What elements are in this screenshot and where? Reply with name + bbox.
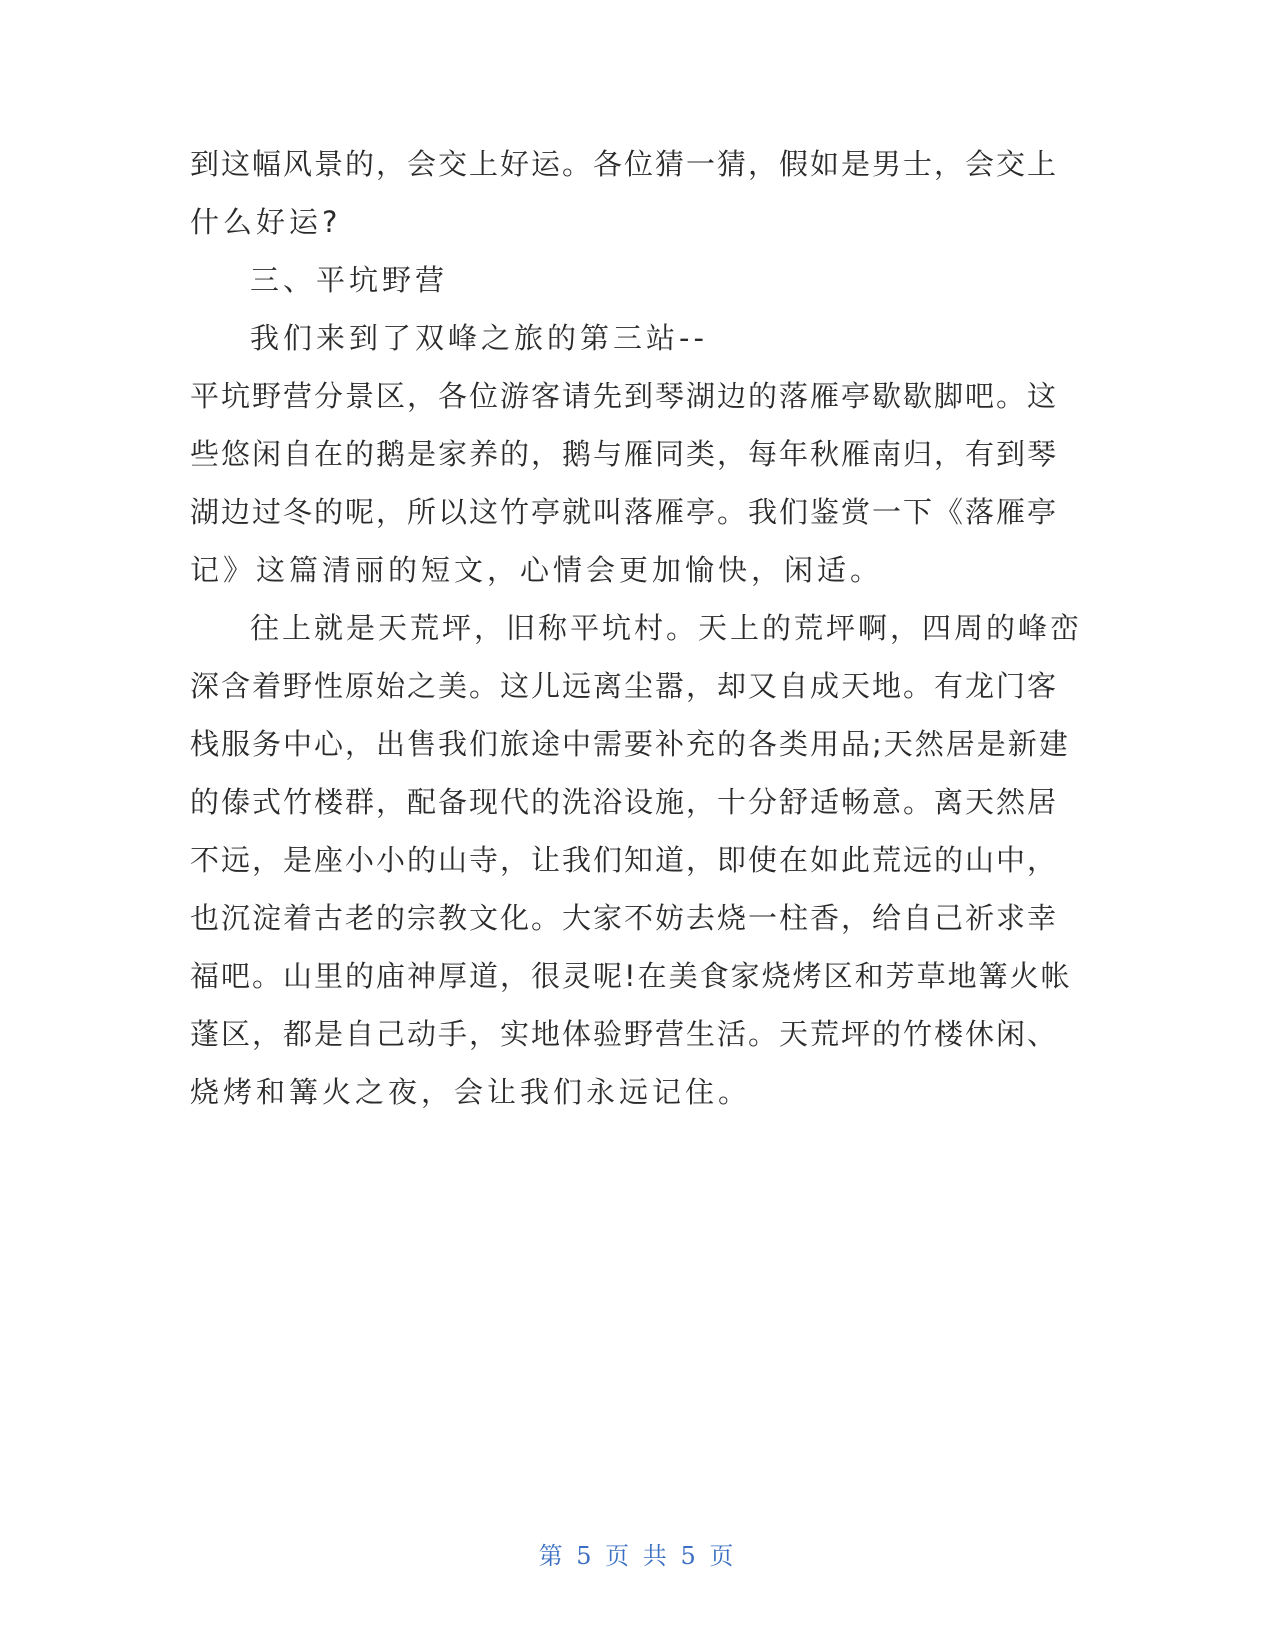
text-line-9: 往上就是天荒坪，旧称平坑村。天上的荒坪啊，四周的峰峦	[250, 611, 1083, 645]
text-line-10: 深含着野性原始之美。这儿远离尘嚣，却又自成天地。有龙门客	[190, 669, 1059, 703]
text-line-14: 也沉淀着古老的宗教文化。大家不妨去烧一柱香，给自己祈求幸	[190, 901, 1059, 935]
text-line-5: 平坑野营分景区，各位游客请先到琴湖边的落雁亭歇歇脚吧。这	[190, 379, 1059, 413]
section-heading: 三、平坑野营	[250, 263, 449, 297]
text-line-7: 湖边过冬的呢，所以这竹亭就叫落雁亭。我们鉴赏一下《落雁亭	[190, 495, 1059, 529]
text-line-12: 的傣式竹楼群，配备现代的洗浴设施，十分舒适畅意。离天然居	[190, 785, 1059, 819]
text-line-16: 蓬区，都是自己动手，实地体验野营生活。天荒坪的竹楼休闲、	[190, 1017, 1059, 1051]
text-line-8: 记》这篇清丽的短文，心情会更加愉快，闲适。	[190, 553, 884, 587]
text-line-6: 些悠闲自在的鹅是家养的，鹅与雁同类，每年秋雁南归，有到琴	[190, 437, 1059, 471]
text-line-17: 烧烤和篝火之夜，会让我们永远记住。	[190, 1075, 752, 1109]
text-line-15: 福吧。山里的庙神厚道，很灵呢!在美食家烧烤区和芳草地篝火帐	[190, 959, 1072, 993]
text-line-4: 我们来到了双峰之旅的第三站--	[250, 321, 708, 355]
text-line-1: 到这幅风景的，会交上好运。各位猜一猜，假如是男士，会交上	[190, 147, 1059, 181]
text-line-13: 不远，是座小小的山寺，让我们知道，即使在如此荒远的山中，	[190, 843, 1059, 877]
page-number-footer: 第 5 页 共 5 页	[538, 1542, 737, 1570]
text-line-11: 栈服务中心，出售我们旅途中需要补充的各类用品;天然居是新建	[190, 727, 1070, 761]
text-line-2: 什么好运?	[190, 205, 342, 239]
